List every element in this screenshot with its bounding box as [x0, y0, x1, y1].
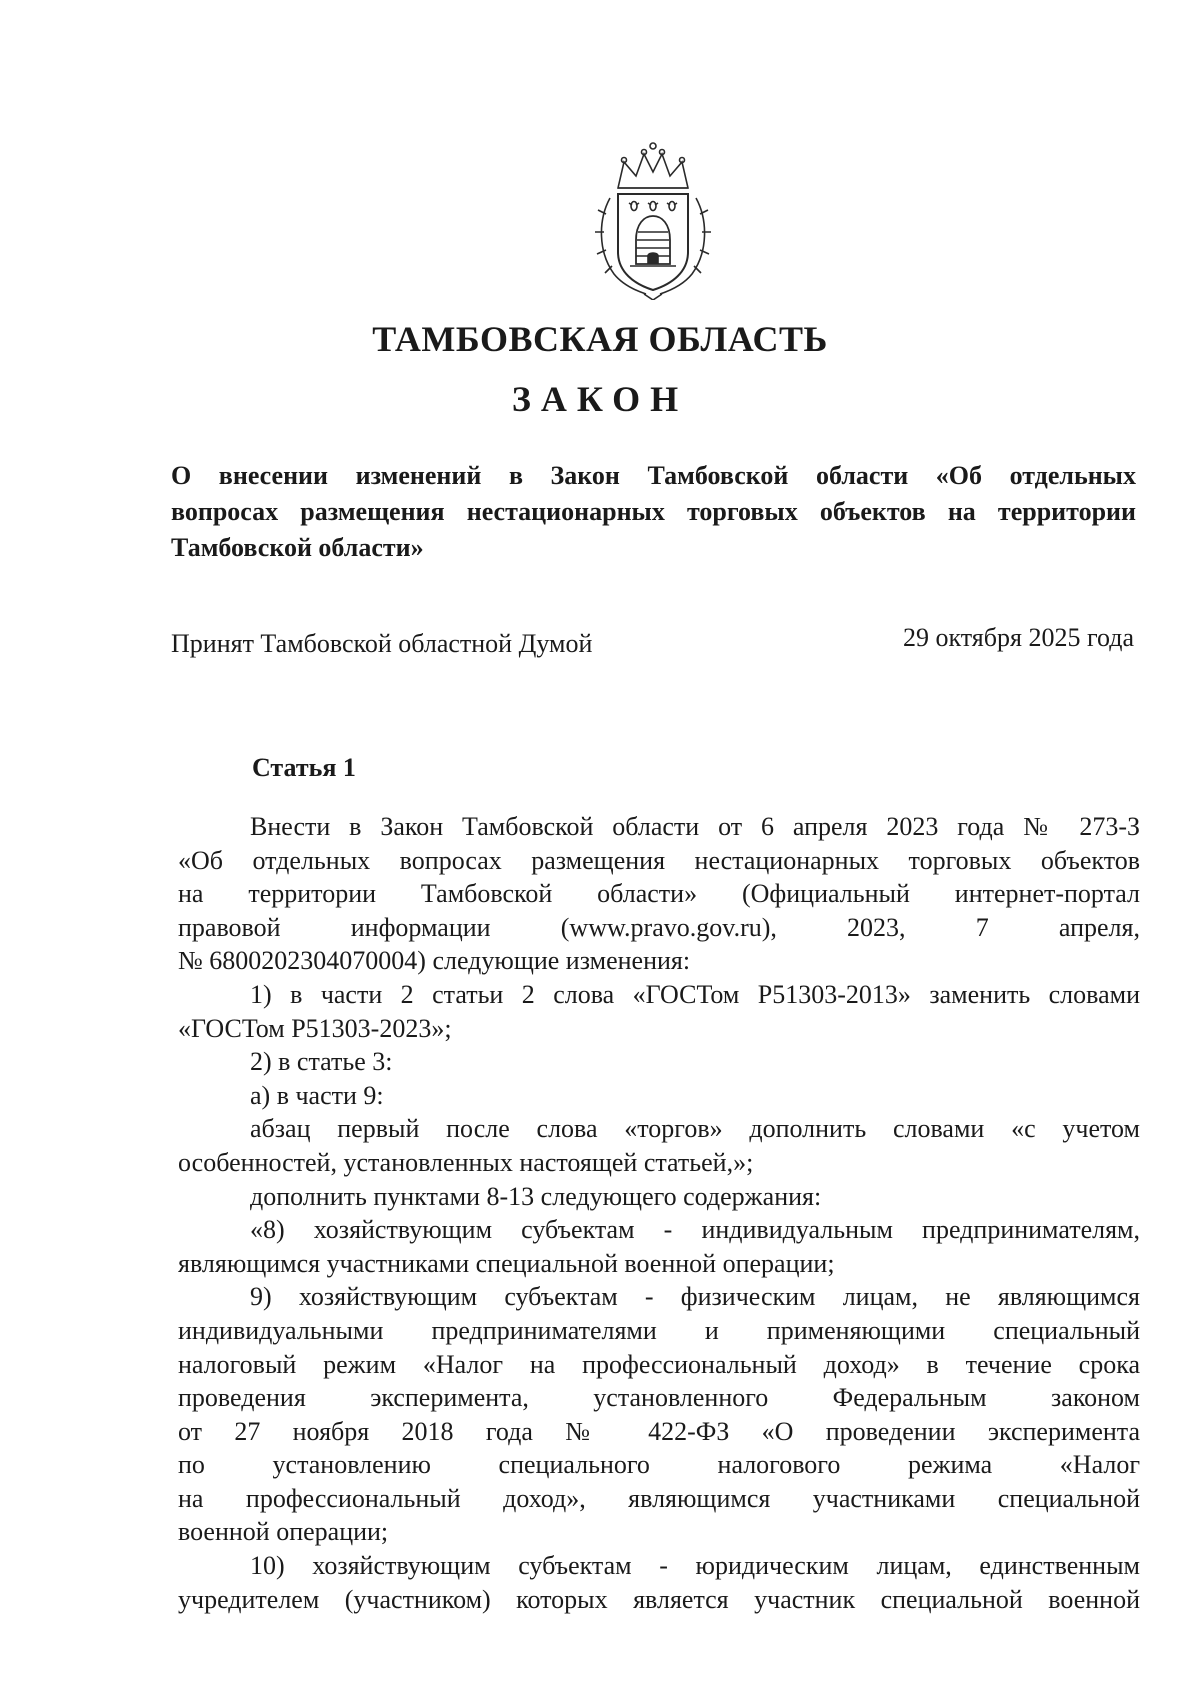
document-type-title: ЗАКОН — [511, 379, 689, 419]
law-subject — [171, 458, 1136, 566]
subject-line: Тамбовской области» — [171, 533, 424, 562]
text-line: правовой информации (www.pravo.gov.ru), 2023, 7 апреля, — [178, 912, 1140, 942]
text-line: № 6800202304070004) следующие изменения: — [178, 946, 691, 976]
text-line: являющимся участниками специальной военной операции; — [178, 1248, 835, 1278]
text-line: военной операции; — [178, 1517, 389, 1547]
subject-line: вопросах размещения нестационарных торговых объектов на территории — [171, 497, 1136, 526]
adopted-by: Принят Тамбовской областной Думой — [171, 629, 593, 658]
text-line: 2) в статье 3: — [250, 1047, 393, 1077]
text-line: Внести в Закон Тамбовской области от 6 апреля 2023 года № 273-З — [250, 812, 1140, 841]
region-title: ТАМБОВСКАЯ ОБЛАСТЬ — [372, 319, 828, 359]
text-line: абзац первый после слова «торгов» дополнить словами «с учетом — [250, 1114, 1140, 1144]
text-line: на профессиональный доход», являющимся участниками специальной — [178, 1483, 1140, 1513]
text-line: 9) хозяйствующим субъектам - физическим лицам, не являющимся — [250, 1282, 1140, 1312]
text-line: учредителем (участником) которых является участник специальной военной — [178, 1584, 1140, 1614]
text-line: 10) хозяйствующим субъектам - юридическим лицам, единственным — [250, 1551, 1140, 1581]
article-body — [178, 810, 1140, 1616]
text-line: особенностей, установленных настоящей статьей,»; — [178, 1147, 754, 1177]
tambov-coat-of-arms-icon — [588, 140, 718, 300]
text-line: от 27 ноября 2018 года № 422-ФЗ «О проведении эксперимента — [178, 1416, 1140, 1446]
text-line: «8) хозяйствующим субъектам - индивидуальным предпринимателям, — [250, 1215, 1140, 1245]
text-line: проведения эксперимента, установленного Федеральным законом — [178, 1383, 1140, 1413]
adoption-date: 29 октября 2025 года — [903, 623, 1134, 652]
text-line: 1) в части 2 статьи 2 слова «ГОСТом Р51303-2013» заменить словами — [250, 979, 1140, 1009]
text-line: по установлению специального налогового режима «Налог — [178, 1450, 1140, 1480]
article-heading: Статья 1 — [252, 753, 356, 782]
subject-line: О внесении изменений в Закон Тамбовской области «Об отдельных — [171, 461, 1136, 490]
text-line: «ГОСТом Р51303-2023»; — [178, 1013, 452, 1043]
text-line: налоговый режим «Налог на профессиональный доход» в течение срока — [178, 1349, 1140, 1379]
text-line: а) в части 9: — [250, 1080, 384, 1110]
text-line: дополнить пунктами 8-13 следующего содержания: — [250, 1181, 822, 1211]
text-line: «Об отдельных вопросах размещения нестационарных торговых объектов — [178, 845, 1140, 875]
text-line: индивидуальными предпринимателями и применяющими специальный — [178, 1315, 1140, 1345]
text-line: на территории Тамбовской области» (Официальный интернет-портал — [178, 879, 1140, 909]
